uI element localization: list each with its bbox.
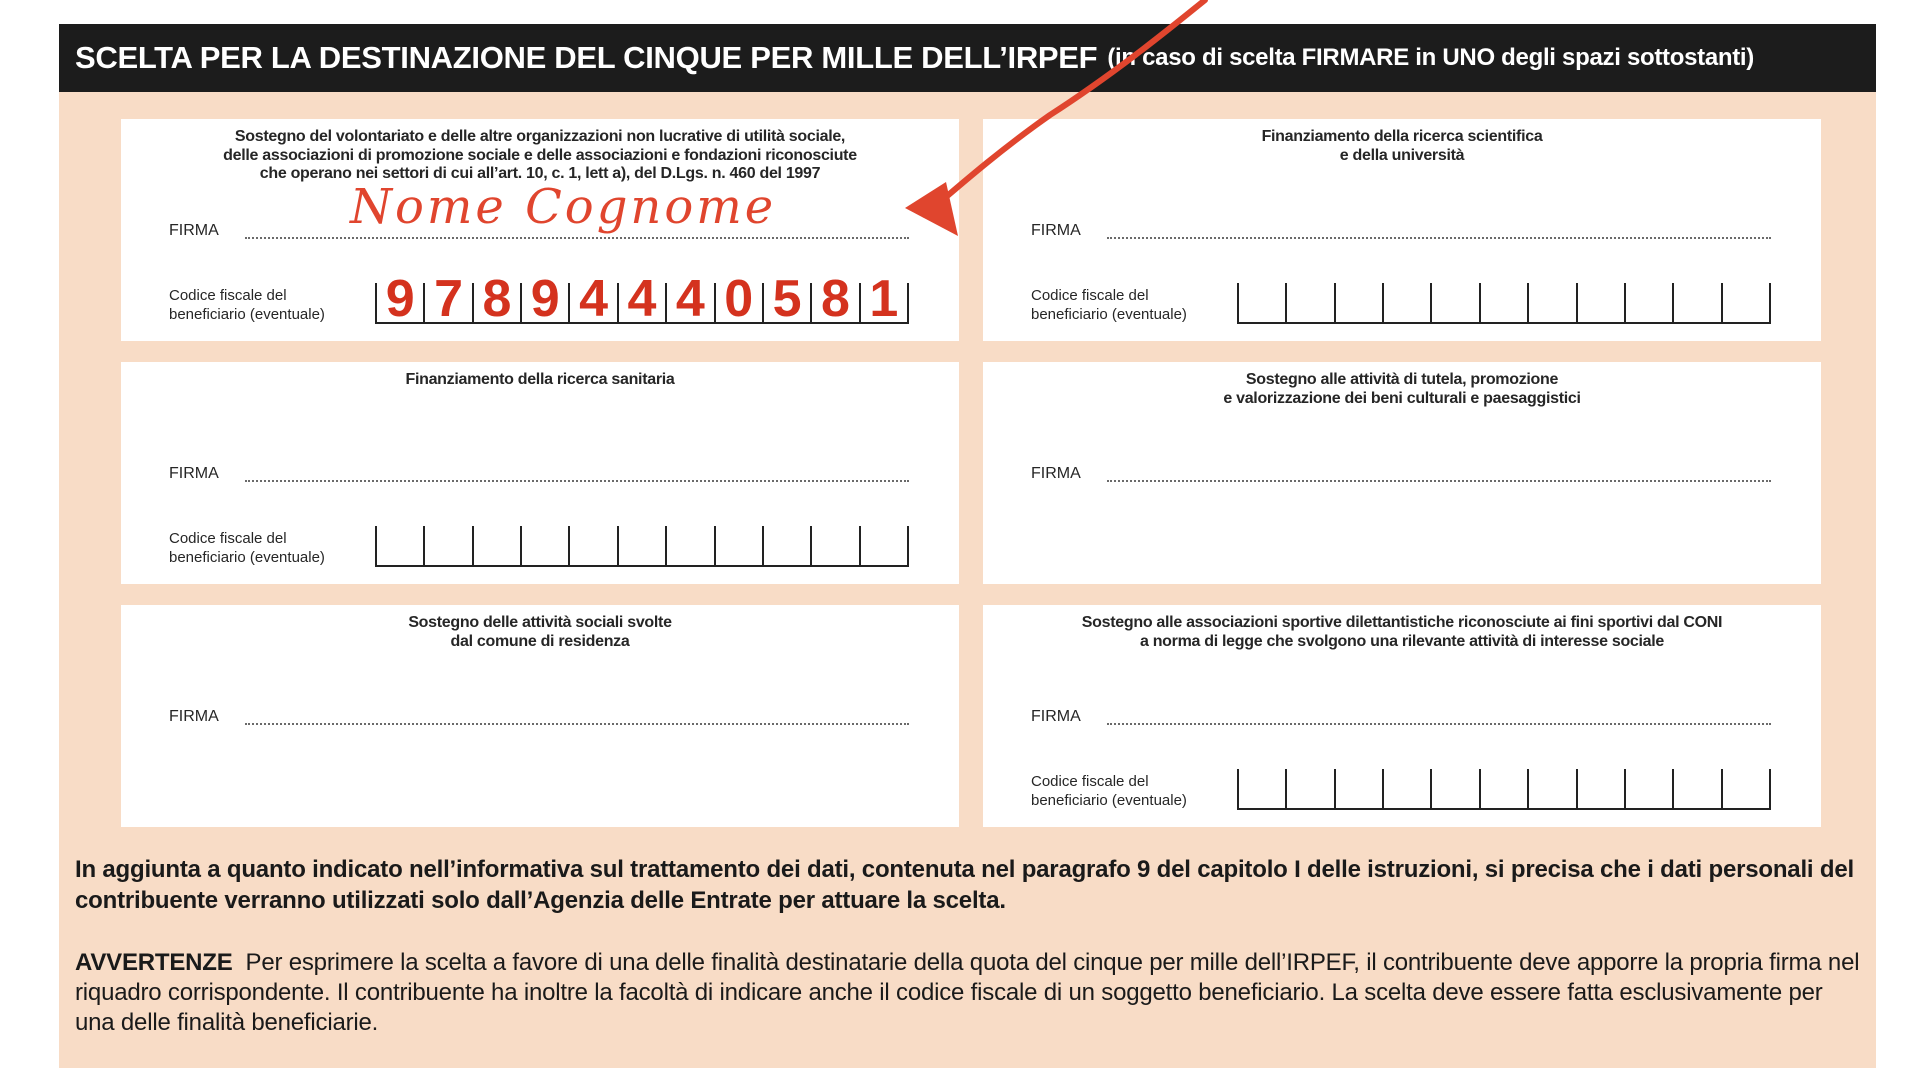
- cf-cell: [568, 270, 616, 328]
- codice-fiscale-label: Codice fiscale del beneficiario (eventuale): [1031, 287, 1187, 323]
- box-title: Sostegno alle associazioni sportive dilettantistiche riconosciute ai fini sportivi dal CONI a norma di legge che svolgono una rilevante attività di interesse sociale: [1081, 614, 1723, 650]
- cf-cell: [1527, 283, 1575, 322]
- firma-label: FIRMA: [1031, 222, 1081, 239]
- form-subtitle: (in caso di scelta FIRMARE in UNO degli spazi sottostanti): [1107, 44, 1754, 71]
- cf-cell: [810, 270, 858, 328]
- cf-digit: 5: [772, 270, 802, 328]
- privacy-note: In aggiunta a quanto indicato nell’informativa sul trattamento dei dati, contenuta nel paragrafo 9 del capitolo I delle istruzioni, si precisa che i dati personali del contribuente verranno utilizzati solo dall’Agenzia delle Entrate per attuare la scelta.: [75, 856, 1854, 914]
- cf-cell: [1672, 769, 1720, 808]
- cf-cell: [1721, 283, 1771, 322]
- codice-fiscale-label: Codice fiscale del beneficiario (eventuale): [169, 287, 325, 323]
- cf-cell: [762, 270, 810, 328]
- firma-label: FIRMA: [1031, 708, 1081, 725]
- box-associazioni-sportive: [983, 605, 1821, 827]
- warning-heading: AVVERTENZE: [75, 949, 233, 976]
- cf-cell: [1237, 769, 1285, 808]
- cf-cell: [1576, 283, 1624, 322]
- cf-cell: [1430, 769, 1478, 808]
- cf-digit: 4: [675, 270, 705, 328]
- cf-cell: [1479, 283, 1527, 322]
- firma-label: FIRMA: [1031, 465, 1081, 482]
- codice-fiscale-field[interactable]: [1237, 283, 1771, 324]
- box-beni-culturali: [983, 362, 1821, 584]
- firma-label: FIRMA: [169, 465, 219, 482]
- cf-cell: [1382, 283, 1430, 322]
- box-title: Sostegno del volontariato e delle altre organizzazioni non lucrative di utilità sociale, delle associazioni di promozione sociale e delle associazioni e fondazioni riconosciute che operano nei settori di cui all’art. 10, c. 1, lett a), del D.Lgs. n. 460 del 1997: [223, 128, 857, 182]
- firma-signature-line[interactable]: [1107, 723, 1771, 725]
- cf-cell: [520, 270, 568, 328]
- cf-digit: 4: [627, 270, 657, 328]
- warning-text: Per esprimere la scelta a favore di una delle finalità destinatarie della quota del cinque per mille dell’IRPEF, il contribuente deve apporre la propria firma nel riquadro corrispondente. Il contribuente ha inoltre la facoltà di indicare anche il codice fiscale di un soggetto beneficiario. La scelta deve essere fatta esclusivamente per una delle finalità beneficiarie.: [75, 949, 1860, 1036]
- cf-cell: [1624, 283, 1672, 322]
- cf-digit: 0: [724, 270, 754, 328]
- cf-digit: 8: [482, 270, 512, 328]
- cinque-per-mille-form: [59, 24, 1876, 1068]
- codice-fiscale-field[interactable]: [1237, 769, 1771, 810]
- warning-note: [75, 948, 1865, 1038]
- codice-fiscale-field[interactable]: [375, 270, 909, 328]
- cf-digit: 9: [530, 270, 560, 328]
- cf-cell: [375, 526, 423, 565]
- firma-signature-line[interactable]: [1107, 237, 1771, 239]
- codice-fiscale-label: Codice fiscale del beneficiario (eventuale): [1031, 773, 1187, 809]
- cf-cell: [472, 526, 520, 565]
- box-title: Finanziamento della ricerca sanitaria: [405, 371, 675, 388]
- cf-cell: [1237, 283, 1285, 322]
- firma-label: FIRMA: [169, 708, 219, 725]
- cf-cell: [1430, 283, 1478, 322]
- cf-cell: [859, 270, 909, 328]
- cf-cell: [762, 526, 810, 565]
- cf-cell: [1334, 769, 1382, 808]
- cf-cell: [1334, 283, 1382, 322]
- codice-fiscale-field[interactable]: [375, 526, 909, 567]
- firma-signature-line[interactable]: [245, 480, 909, 482]
- cf-cell: [1576, 769, 1624, 808]
- box-ricerca-scientifica: [983, 119, 1821, 341]
- form-title: SCELTA PER LA DESTINAZIONE DEL CINQUE PER MILLE DELL’IRPEF: [75, 40, 1098, 75]
- cf-cell: [1721, 769, 1771, 808]
- box-ricerca-sanitaria: [121, 362, 959, 584]
- cf-cell: [617, 526, 665, 565]
- box-volontariato: [121, 119, 959, 341]
- box-title: Sostegno alle attività di tutela, promozione e valorizzazione dei beni culturali e paesaggistici: [1223, 371, 1581, 407]
- firma-signature-line[interactable]: [245, 237, 909, 239]
- cf-cell: [859, 526, 909, 565]
- box-title: Sostegno delle attività sociali svolte dal comune di residenza: [408, 614, 672, 650]
- cf-cell: [423, 270, 471, 328]
- firma-signature-line[interactable]: [1107, 480, 1771, 482]
- firma-label: FIRMA: [169, 222, 219, 239]
- cf-digit: 8: [820, 270, 850, 328]
- cf-cell: [617, 270, 665, 328]
- cf-cell: [472, 270, 520, 328]
- cf-cell: [1624, 769, 1672, 808]
- cf-cell: [423, 526, 471, 565]
- cf-cell: [1382, 769, 1430, 808]
- cf-cell: [665, 270, 713, 328]
- form-header: [59, 24, 1876, 92]
- cf-digit: 9: [385, 270, 415, 328]
- cf-cell: [520, 526, 568, 565]
- cf-cell: [1527, 769, 1575, 808]
- cf-cell: [1672, 283, 1720, 322]
- cf-digit: 7: [434, 270, 463, 328]
- cf-cell: [1479, 769, 1527, 808]
- cf-cell: [714, 526, 762, 565]
- cf-cell: [665, 526, 713, 565]
- box-title: Finanziamento della ricerca scientifica e della università: [1261, 128, 1543, 164]
- cf-cell: [1285, 769, 1333, 808]
- cf-cell: [714, 270, 762, 328]
- firma-signature-line[interactable]: [245, 723, 909, 725]
- cf-digit: 1: [869, 270, 899, 328]
- cf-cell: [568, 526, 616, 565]
- box-comune-residenza: [121, 605, 959, 827]
- cf-cell: [1285, 283, 1333, 322]
- handwritten-signature: Nome Cognome: [350, 179, 777, 235]
- codice-fiscale-label: Codice fiscale del beneficiario (eventuale): [169, 530, 325, 566]
- cf-cell: [375, 270, 423, 328]
- cf-digit: 4: [579, 270, 609, 328]
- cf-cell: [810, 526, 858, 565]
